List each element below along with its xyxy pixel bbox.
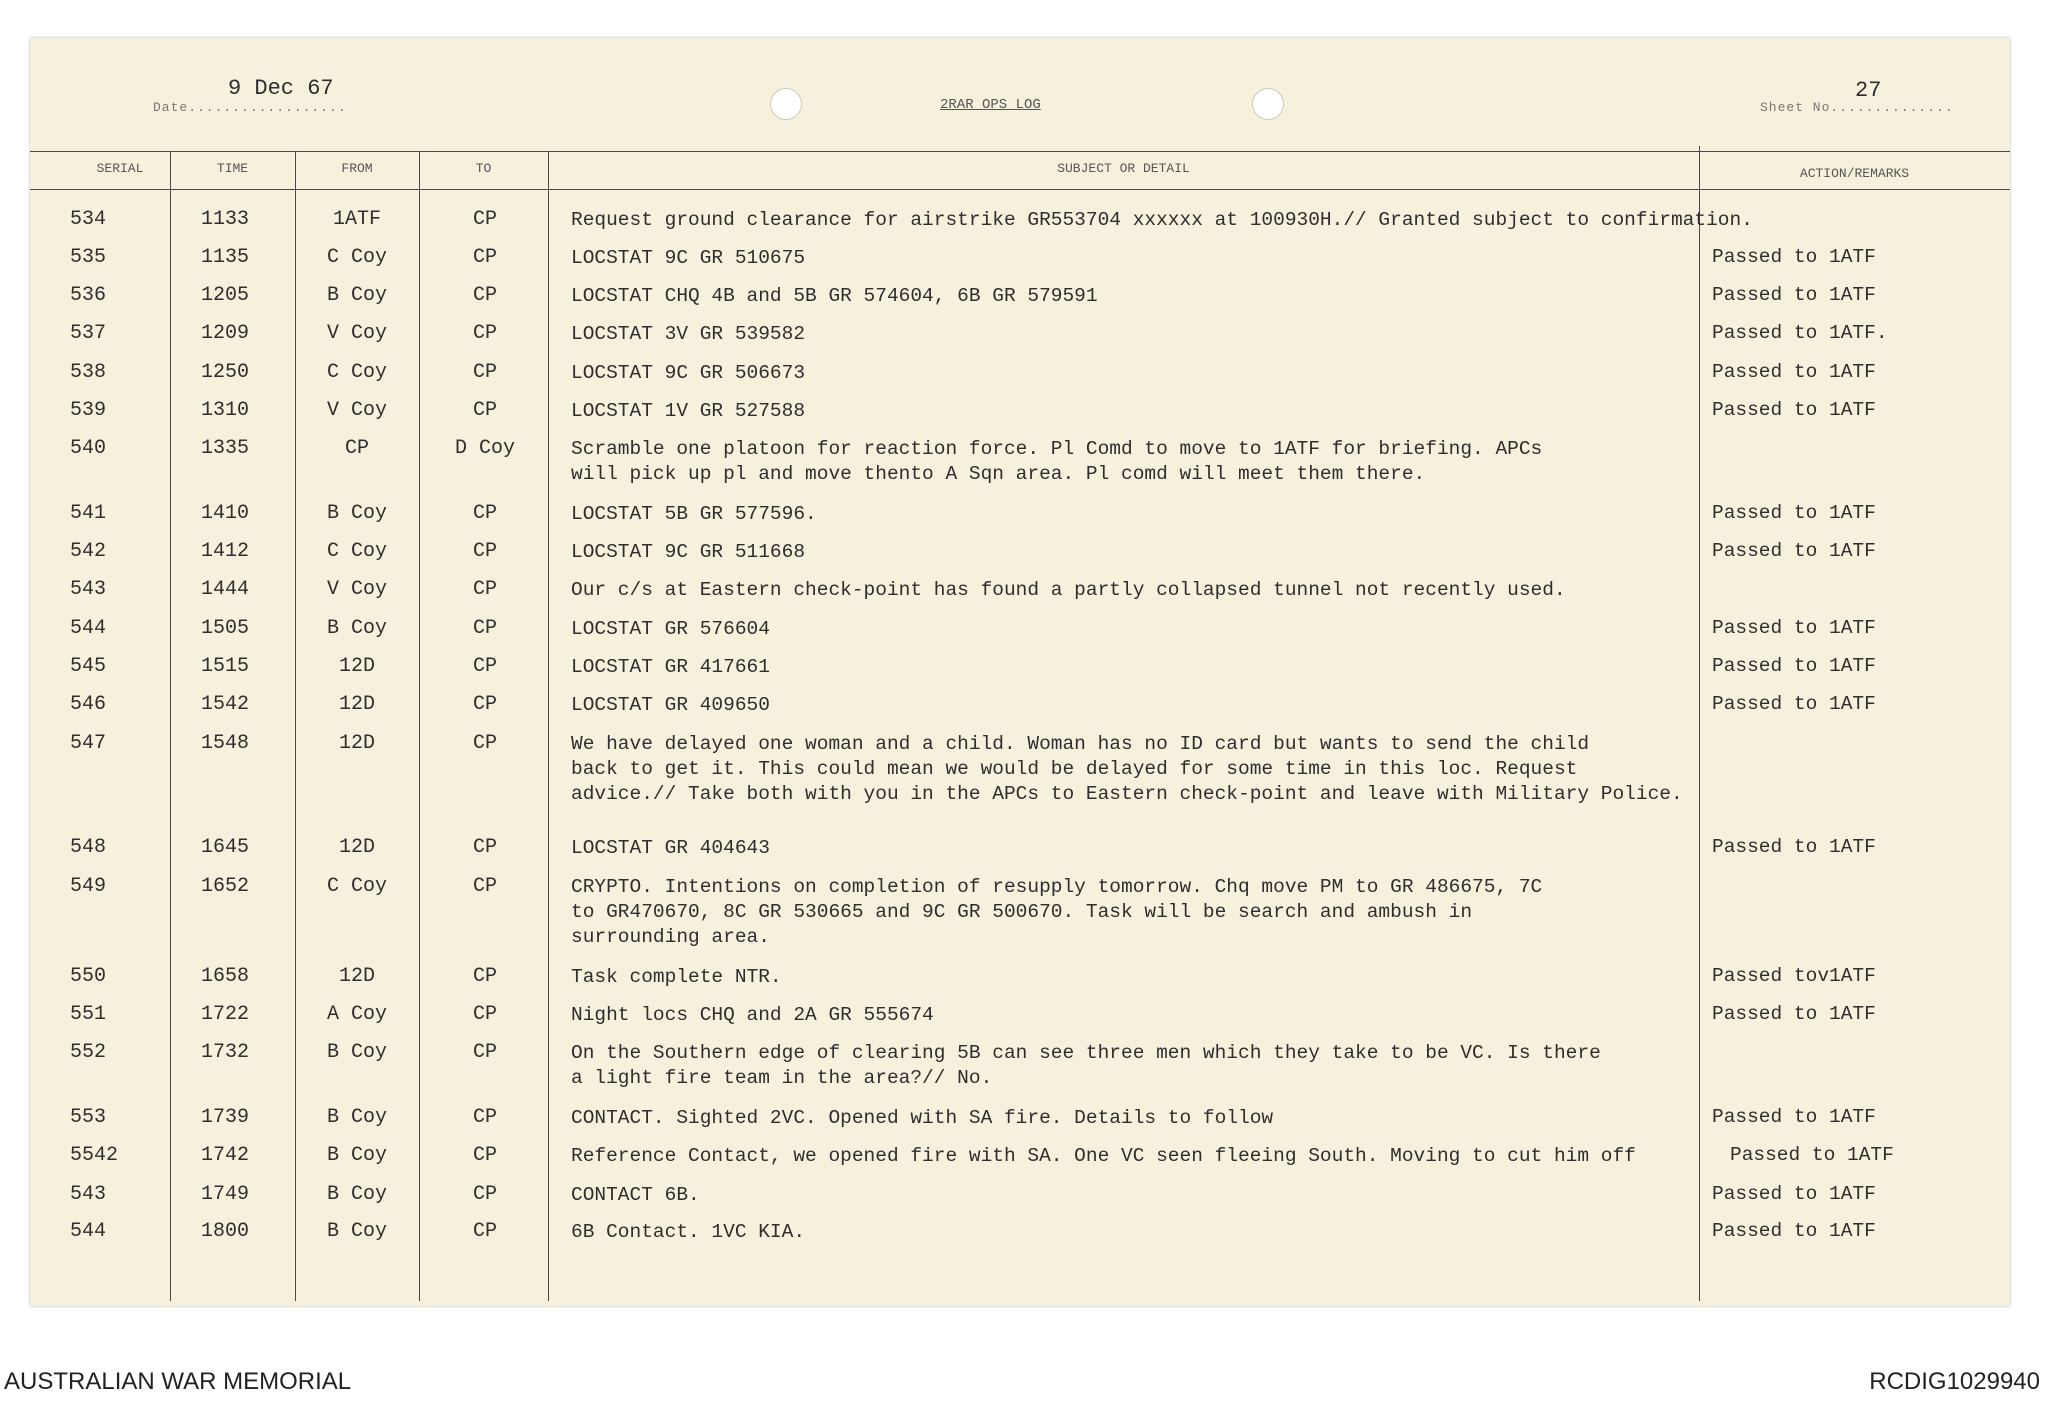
serial-cell: 539: [70, 399, 107, 422]
detail-cell: LOCSTAT 9C GR 506673: [571, 362, 806, 384]
time-cell: 1658: [200, 965, 249, 988]
to-cell: CP: [472, 1220, 497, 1243]
date-label: Date..................: [153, 100, 347, 115]
archive-credit: AUSTRALIAN WAR MEMORIAL: [4, 1368, 352, 1395]
from-cell: 12D: [338, 836, 375, 859]
serial-cell: 5542: [70, 1144, 119, 1167]
serial-cell: 535: [70, 246, 107, 269]
serial-cell: 544: [70, 1220, 107, 1243]
to-cell: CP: [472, 875, 497, 898]
action-cell: Passed to 1ATF: [1712, 246, 1876, 268]
detail-cell: LOCSTAT 9C GR 510675: [571, 247, 806, 269]
to-cell: CP: [472, 361, 497, 384]
time-cell: 1410: [200, 502, 249, 525]
time-cell: 1133: [200, 208, 249, 231]
time-cell: 1515: [200, 655, 249, 678]
time-cell: 1412: [200, 540, 249, 563]
time-cell: 1505: [200, 617, 249, 640]
column-head-serial: SERIAL: [96, 161, 144, 176]
from-cell: C Coy: [326, 540, 387, 563]
time-cell: 1135: [200, 246, 249, 269]
to-cell: CP: [472, 578, 497, 601]
action-cell: Passed to 1ATF: [1730, 1144, 1894, 1166]
detail-cell: LOCSTAT GR 409650: [571, 694, 770, 716]
from-cell: CP: [344, 437, 369, 460]
from-cell: 12D: [338, 693, 375, 716]
serial-cell: 540: [70, 437, 107, 460]
detail-cell: Reference Contact, we opened fire with SA. One VC seen fleeing South. Moving to cut him off: [571, 1145, 1636, 1167]
time-cell: 1209: [200, 322, 249, 345]
archive-id: RCDIG1029940: [1869, 1368, 2040, 1395]
to-cell: CP: [472, 1106, 497, 1129]
serial-cell: 542: [70, 540, 107, 563]
action-cell: Passed to 1ATF: [1712, 502, 1876, 524]
detail-cell: LOCSTAT GR 417661: [571, 656, 770, 678]
column-divider: [548, 151, 549, 1301]
time-cell: 1732: [200, 1041, 249, 1064]
serial-cell: 545: [70, 655, 107, 678]
action-cell: Passed to 1ATF: [1712, 1220, 1876, 1242]
from-cell: V Coy: [326, 578, 387, 601]
action-cell: Passed to 1ATF: [1712, 836, 1876, 858]
serial-cell: 548: [70, 836, 107, 859]
time-cell: 1749: [200, 1183, 249, 1206]
serial-cell: 549: [70, 875, 107, 898]
from-cell: 1ATF: [332, 208, 381, 231]
detail-cell: LOCSTAT CHQ 4B and 5B GR 574604, 6B GR 579591: [571, 285, 1098, 307]
detail-cell: LOCSTAT GR 404643: [571, 837, 770, 859]
to-cell: D Coy: [454, 437, 515, 460]
serial-cell: 553: [70, 1106, 107, 1129]
to-cell: CP: [472, 1003, 497, 1026]
detail-cell: On the Southern edge of clearing 5B can see three men which they take to be VC. Is there a light fire team in the area?// No.: [571, 1042, 1601, 1089]
to-cell: CP: [472, 965, 497, 988]
from-cell: B Coy: [326, 1183, 387, 1206]
time-cell: 1335: [200, 437, 249, 460]
detail-cell: Our c/s at Eastern check-point has found a partly collapsed tunnel not recently used.: [571, 579, 1566, 601]
from-cell: B Coy: [326, 502, 387, 525]
detail-cell: CONTACT 6B.: [571, 1184, 700, 1206]
detail-cell: Request ground clearance for airstrike GR553704 xxxxxx at 100930H.// Granted subject to confirmation.: [571, 209, 1753, 231]
detail-cell: LOCSTAT GR 576604: [571, 618, 770, 640]
serial-cell: 537: [70, 322, 107, 345]
serial-cell: 538: [70, 361, 107, 384]
column-head-from: FROM: [341, 161, 373, 176]
from-cell: B Coy: [326, 284, 387, 307]
time-cell: 1548: [200, 732, 249, 755]
from-cell: B Coy: [326, 1220, 387, 1243]
to-cell: CP: [472, 1183, 497, 1206]
action-cell: Passed to 1ATF: [1712, 1003, 1876, 1025]
column-head-time: TIME: [216, 161, 249, 176]
from-cell: V Coy: [326, 399, 387, 422]
detail-cell: We have delayed one woman and a child. Woman has no ID card but wants to send the child back to get it. This could mean we would be delayed for some time in this loc. Request advice.// Take both with you in the APCs to Eastern check-point and leave with Military Police.: [571, 733, 1683, 805]
to-cell: CP: [472, 732, 497, 755]
time-cell: 1444: [200, 578, 249, 601]
serial-cell: 541: [70, 502, 107, 525]
serial-cell: 534: [70, 208, 107, 231]
from-cell: 12D: [338, 655, 375, 678]
to-cell: CP: [472, 655, 497, 678]
log-title: 2RAR OPS LOG: [940, 97, 1041, 113]
from-cell: B Coy: [326, 1106, 387, 1129]
detail-cell: Task complete NTR.: [571, 966, 782, 988]
detail-cell: Night locs CHQ and 2A GR 555674: [571, 1004, 934, 1026]
detail-cell: LOCSTAT 3V GR 539582: [571, 323, 806, 345]
action-cell: Passed to 1ATF: [1712, 361, 1876, 383]
time-cell: 1742: [200, 1144, 249, 1167]
to-cell: CP: [472, 246, 497, 269]
serial-cell: 543: [70, 1183, 107, 1206]
sheet-number: 27: [1855, 78, 1882, 103]
from-cell: A Coy: [326, 1003, 387, 1026]
to-cell: CP: [472, 284, 497, 307]
serial-cell: 543: [70, 578, 107, 601]
action-cell: Passed tov1ATF: [1712, 965, 1876, 987]
time-cell: 1250: [200, 361, 249, 384]
action-cell: Passed to 1ATF: [1712, 655, 1876, 677]
serial-cell: 552: [70, 1041, 107, 1064]
to-cell: CP: [472, 322, 497, 345]
detail-cell: LOCSTAT 5B GR 577596.: [571, 503, 817, 525]
time-cell: 1205: [200, 284, 249, 307]
from-cell: 12D: [338, 965, 375, 988]
log-sheet: [30, 38, 2010, 1306]
time-cell: 1739: [200, 1106, 249, 1129]
action-cell: Passed to 1ATF: [1712, 1106, 1876, 1128]
action-cell: Passed to 1ATF.: [1712, 322, 1888, 344]
from-cell: C Coy: [326, 246, 387, 269]
action-cell: Passed to 1ATF: [1712, 1183, 1876, 1205]
log-date: 9 Dec 67: [228, 76, 334, 101]
action-cell: Passed to 1ATF: [1712, 693, 1876, 715]
detail-cell: Scramble one platoon for reaction force. Pl Comd to move to 1ATF for briefing. APCs will pick up pl and move thento A Sqn area. Pl comd will meet them there.: [571, 438, 1543, 485]
from-cell: B Coy: [326, 617, 387, 640]
to-cell: CP: [472, 399, 497, 422]
to-cell: CP: [472, 540, 497, 563]
from-cell: 12D: [338, 732, 375, 755]
to-cell: CP: [472, 836, 497, 859]
from-cell: B Coy: [326, 1041, 387, 1064]
column-divider: [419, 151, 420, 1301]
serial-cell: 546: [70, 693, 107, 716]
punch-hole: [770, 88, 802, 120]
header-rule-bottom: [30, 189, 2010, 190]
time-cell: 1652: [200, 875, 249, 898]
time-cell: 1722: [200, 1003, 249, 1026]
serial-cell: 547: [70, 732, 107, 755]
action-cell: Passed to 1ATF: [1712, 284, 1876, 306]
to-cell: CP: [472, 1041, 497, 1064]
detail-cell: LOCSTAT 9C GR 511668: [571, 541, 806, 563]
from-cell: B Coy: [326, 1144, 387, 1167]
time-cell: 1542: [200, 693, 249, 716]
serial-cell: 550: [70, 965, 107, 988]
serial-cell: 551: [70, 1003, 107, 1026]
action-cell: Passed to 1ATF: [1712, 399, 1876, 421]
time-cell: 1645: [200, 836, 249, 859]
action-cell: Passed to 1ATF: [1712, 617, 1876, 639]
header-rule-top: [30, 151, 2010, 152]
punch-hole: [1252, 88, 1284, 120]
from-cell: V Coy: [326, 322, 387, 345]
to-cell: CP: [472, 617, 497, 640]
to-cell: CP: [472, 693, 497, 716]
sheet-label: Sheet No..............: [1760, 100, 1954, 115]
time-cell: 1800: [200, 1220, 249, 1243]
column-head-detail: SUBJECT OR DETAIL: [1057, 161, 1190, 176]
time-cell: 1310: [200, 399, 249, 422]
action-cell: Passed to 1ATF: [1712, 540, 1876, 562]
from-cell: C Coy: [326, 361, 387, 384]
detail-cell: CONTACT. Sighted 2VC. Opened with SA fire. Details to follow: [571, 1107, 1274, 1129]
to-cell: CP: [472, 208, 497, 231]
serial-cell: 536: [70, 284, 107, 307]
column-head-action: ACTION/REMARKS: [1799, 166, 1910, 181]
to-cell: CP: [472, 1144, 497, 1167]
column-head-to: TO: [475, 161, 492, 176]
detail-cell: LOCSTAT 1V GR 527588: [571, 400, 806, 422]
from-cell: C Coy: [326, 875, 387, 898]
to-cell: CP: [472, 502, 497, 525]
detail-cell: CRYPTO. Intentions on completion of resupply tomorrow. Chq move PM to GR 486675, 7C to GR470670, 8C GR 530665 and 9C GR 500670. Task will be search and ambush in surrounding area.: [571, 876, 1543, 948]
serial-cell: 544: [70, 617, 107, 640]
detail-cell: 6B Contact. 1VC KIA.: [571, 1221, 806, 1243]
